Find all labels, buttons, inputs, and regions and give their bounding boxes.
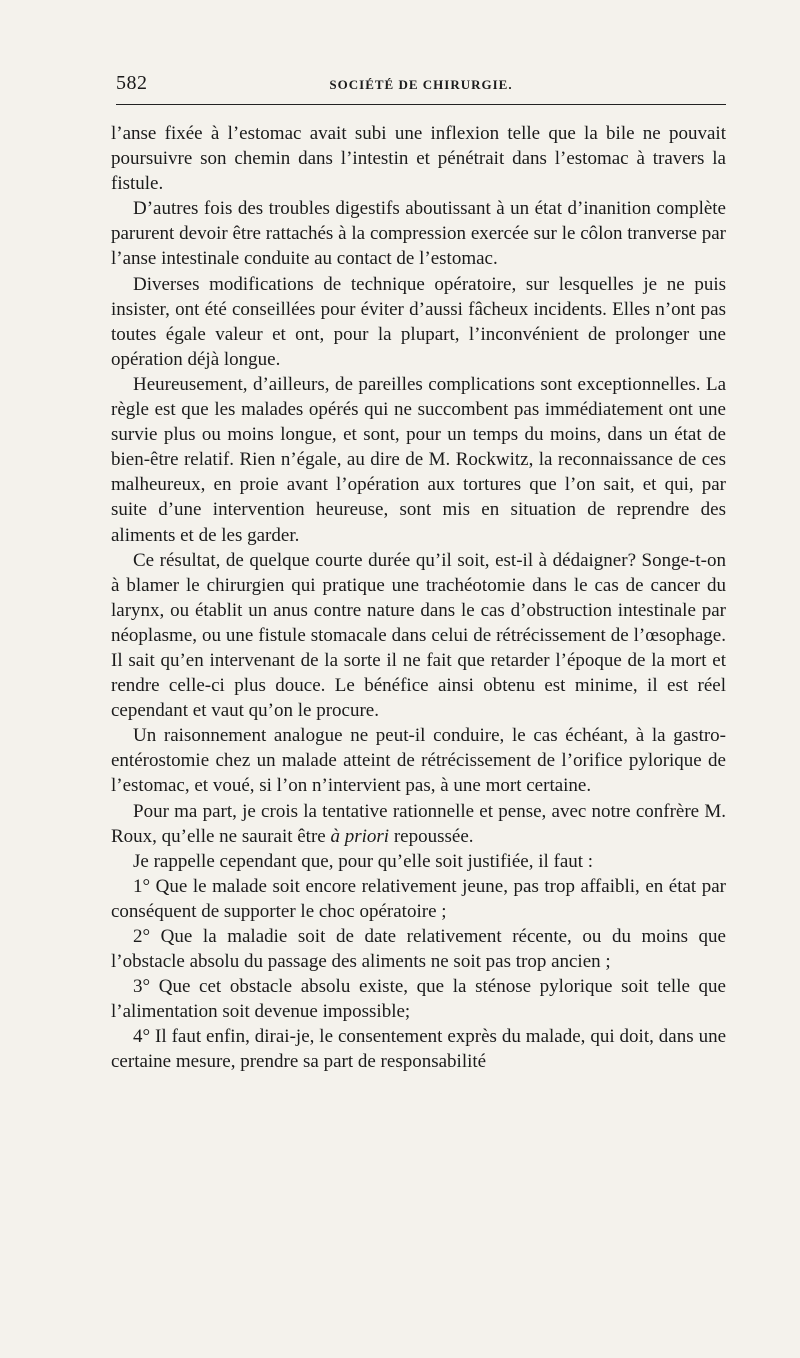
page-number: 582 (116, 72, 148, 94)
paragraph-opinion-ending: repoussée. (389, 825, 474, 847)
page-header (116, 70, 726, 100)
paragraph-result: Ce résultat, de quelque courte durée qu’il soit, est-il à dédaigner? Songe-t-on à blamer le chirurgien qui pratique une trachéotomie dans le cas de cancer du larynx, ou établit un anus contre nature dans le cas d’obstruction intestinale par néoplasme, ou une fistule stomacale dans celui de rétrécissement de l’œsophage. Il sait qu’en intervenant de la sorte il ne fait que retarder l’époque de la mort et rendre celle-ci plus douce. Le bénéfice ainsi obtenu est minime, il est réel cependant et vaut qu’on le procure. (111, 549, 726, 722)
paragraph-opinion-text: Pour ma part, je crois la tentative rationnelle et pense, avec notre confrère M. Roux, qu’elle ne saurait être (111, 800, 726, 847)
paragraph-reasoning: Un raisonnement analogue ne peut-il conduire, le cas échéant, à la gastro-entérostomie chez un malade atteint de rétrécissement de l’orifice pylorique de l’estomac, et voué, si l’on n’intervient pas, à une mort certaine. (111, 725, 726, 797)
paragraph-continuation: l’anse fixée à l’estomac avait subi une inflexion telle que la bile ne pouvait poursuivre son chemin dans l’intestin et pénétrait dans l’estomac à travers la fistule. (111, 123, 726, 195)
paragraph-opinion (111, 799, 726, 849)
paragraph-technique: Diverses modifications de technique opératoire, sur lesquelles je ne puis insister, ont été conseillées pour éviter d’aussi fâcheux incidents. Elles n’ont pas toutes égale valeur et ont, pour la plupart, l’inconvénient de prolonger une opération déjà longue. (111, 273, 726, 370)
condition-item-3: 3° Que cet obstacle absolu existe, que la sténose pylorique soit telle que l’alimentation soit devenue impossible; (111, 976, 726, 1023)
paragraph-inanition: D’autres fois des troubles digestifs aboutissant à un état d’inanition complète parurent devoir être rattachés à la compression exercée sur le côlon tranverse par l’anse intestinale conduite au contact de l’estomac. (111, 198, 726, 270)
paragraph-opinion-emphasis: à priori (330, 825, 390, 847)
paragraph-conditions-intro: Je rappelle cependant que, pour qu’elle soit justifiée, il faut : (133, 850, 594, 872)
running-title: SOCIÉTÉ DE CHIRURGIE. (329, 77, 513, 92)
page-text (111, 121, 726, 1075)
paragraph-complications: Heureusement, d’ailleurs, de pareilles complications sont exceptionnelles. La règle est que les malades opérés qui ne succombent pas immédiatement ont une survie plus ou moins longue, et sont, pour un temps du moins, dans un état de bien-être relatif. Rien n’égale, au dire de M. Rockwitz, la reconnaissance de ces malheureux, en proie avant l’opération aux tortures que l’on sait, et qui, par suite d’une intervention heureuse, sont mis en situation de reprendre des aliments et de les garder. (111, 373, 726, 546)
condition-item-4: 4° Il faut enfin, dirai-je, le consentement exprès du malade, qui doit, dans une certaine mesure, prendre sa part de responsabilité (111, 1026, 726, 1073)
condition-item-1: 1° Que le malade soit encore relativement jeune, pas trop affaibli, en état par conséquent de supporter le choc opératoire ; (111, 875, 726, 922)
header-rule (116, 104, 726, 105)
condition-item-2: 2° Que la maladie soit de date relativement récente, ou du moins que l’obstacle absolu du passage des aliments ne soit pas trop ancien ; (111, 926, 726, 973)
